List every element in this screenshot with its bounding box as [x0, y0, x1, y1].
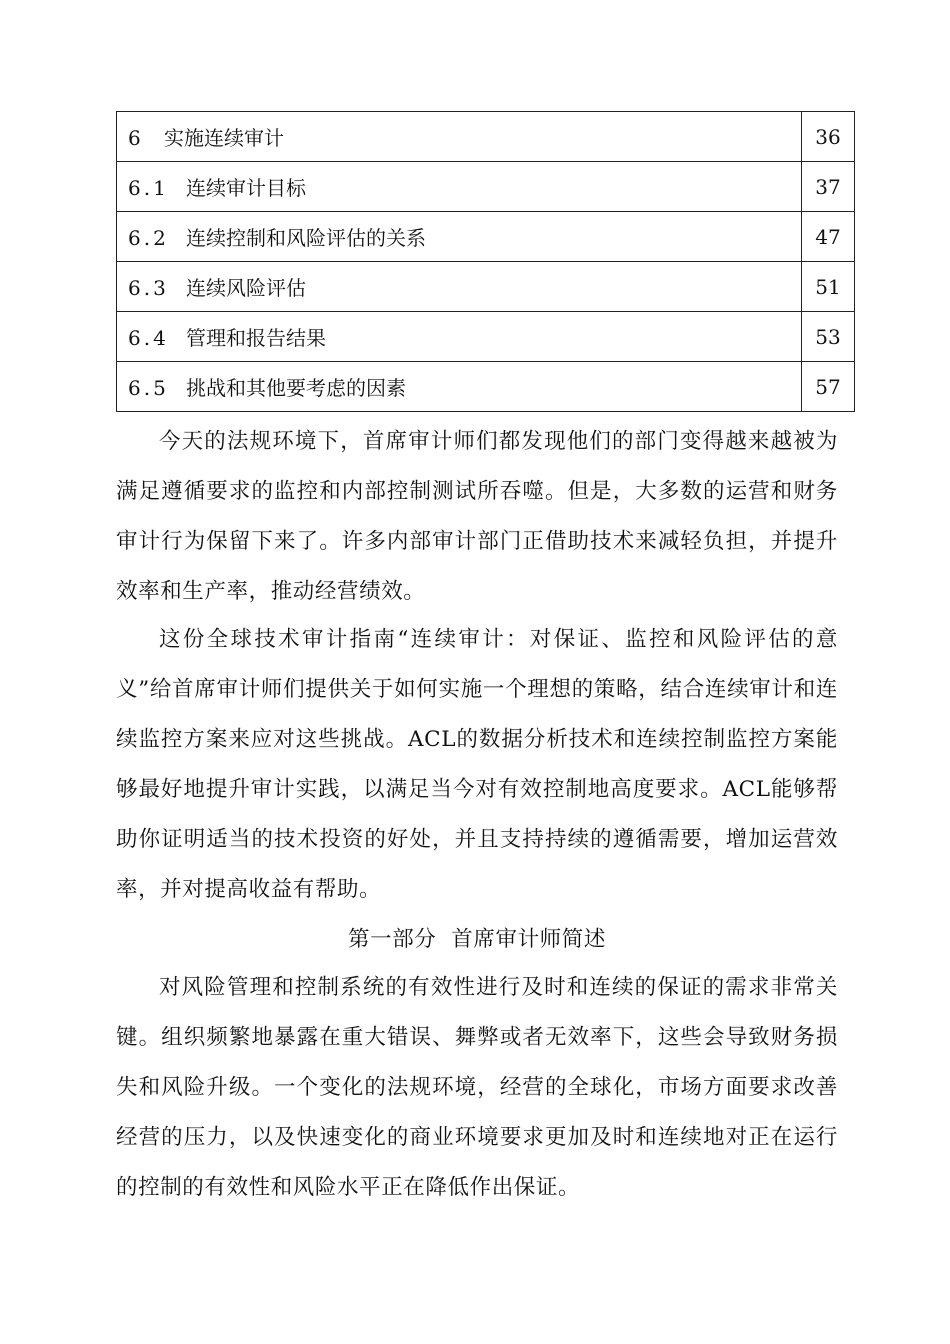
toc-entry — [117, 362, 802, 412]
toc-row — [117, 262, 855, 312]
toc-row — [117, 212, 855, 262]
toc-title: 实施连续审计 — [164, 126, 284, 150]
toc-page-number: 37 — [802, 162, 855, 212]
table-of-contents — [116, 111, 855, 412]
toc-title: 管理和报告结果 — [186, 326, 326, 350]
paragraph-risk-management: 对风险管理和控制系统的有效性进行及时和连续的保证的需求非常关键。组织频繁地暴露在重大错误、舞弊或者无效率下，这些会导致财务损失和风险升级。一个变化的法规环境，经营的全球化，市场方面要求改善经营的压力，以及快速变化的商业环境要求更加及时和连续地对正在运行的控制的有效性和风险水平正在降低作出保证。 — [116, 975, 838, 1200]
toc-page-number: 53 — [802, 312, 855, 362]
toc-number: 6.5 — [128, 376, 169, 400]
toc-row — [117, 362, 855, 412]
toc-entry — [117, 112, 802, 162]
toc-entry — [117, 162, 802, 212]
toc-number: 6.2 — [128, 226, 169, 250]
toc-entry — [117, 262, 802, 312]
toc-title: 连续审计目标 — [186, 176, 306, 200]
paragraph-regulatory-environment: 今天的法规环境下，首席审计师们都发现他们的部门变得越来越被为满足遵循要求的监控和内部控制测试所吞噬。但是，大多数的运营和财务审计行为保留下来了。许多内部审计部门正借助技术来减轻负担，并提升效率和生产率，推动经营绩效。 — [116, 429, 838, 604]
toc-row — [117, 162, 855, 212]
toc-page-number: 51 — [802, 262, 855, 312]
toc-number: 6.1 — [128, 176, 169, 200]
toc-page-number: 36 — [802, 112, 855, 162]
toc-row — [117, 112, 855, 162]
toc-row — [117, 312, 855, 362]
toc-page-number: 47 — [802, 212, 855, 262]
paragraph-audit-guide: 这份全球技术审计指南“连续审计：对保证、监控和风险评估的意义”给首席审计师们提供关于如何实施一个理想的策略，结合连续审计和连续监控方案来应对这些挑战。ACL的数据分析技术和连续控制监控方案能够最好地提升审计实践，以满足当今对有效控制地高度要求。ACL能够帮助你证明适当的技术投资的好处，并且支持持续的遵循需要，增加运营效率，并对提高收益有帮助。 — [116, 627, 838, 902]
toc-entry — [117, 312, 802, 362]
toc-number: 6.4 — [128, 326, 169, 350]
toc-entry — [117, 212, 802, 262]
toc-number: 6.3 — [128, 276, 169, 300]
toc-title: 连续控制和风险评估的关系 — [186, 226, 426, 250]
section-heading: 第一部分 首席审计师简述 — [348, 927, 606, 952]
toc-title: 挑战和其他要考虑的因素 — [186, 376, 406, 400]
toc-title: 连续风险评估 — [186, 276, 306, 300]
toc-number: 6 — [128, 126, 144, 150]
toc-page-number: 57 — [802, 362, 855, 412]
